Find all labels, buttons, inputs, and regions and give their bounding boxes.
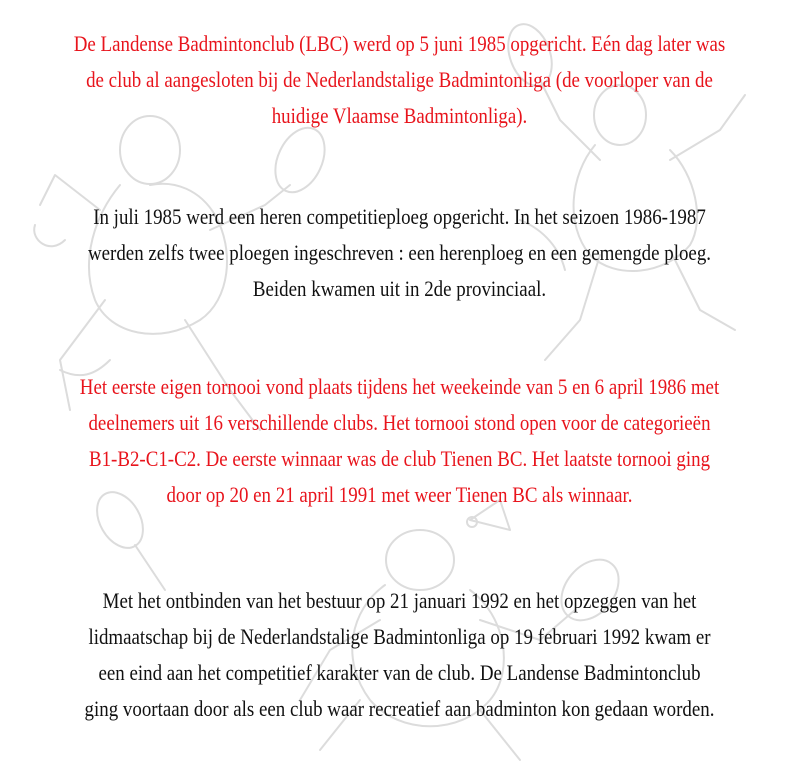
text-line: lidmaatschap bij de Nederlandstalige Badmintonliga op 19 februari 1992 kwam er: [88, 624, 711, 649]
paragraph-tournament: [73, 369, 726, 513]
text-line: In juli 1985 werd een heren competitieploeg opgericht. In het seizoen 1986-1987: [93, 204, 706, 229]
text-line: door op 20 en 21 april 1991 met weer Tienen BC als winnaar.: [166, 482, 633, 507]
paragraph-competition: [73, 199, 726, 307]
text-line: Met het ontbinden van het bestuur op 21 januari 1992 en het opzeggen van het: [102, 588, 697, 613]
text-line: deelnemers uit 16 verschillende clubs. Het tornooi stond open voor de categorieën: [88, 410, 711, 435]
text-line: huidige Vlaamse Badmintonliga).: [271, 103, 528, 128]
text-line: Beiden kwamen uit in 2de provinciaal.: [252, 276, 547, 301]
text-line: Het eerste eigen tornooi vond plaats tijdens het weekeinde van 5 en 6 april 1986 met: [79, 374, 720, 399]
text-line: B1-B2-C1-C2. De eerste winnaar was de club Tienen BC. Het laatste tornooi ging: [88, 446, 711, 471]
text-line: ging voortaan door als een club waar recreatief aan badminton kon gedaan worden.: [84, 696, 715, 721]
text-line: de club al aangesloten bij de Nederlandstalige Badmintonliga (de voorloper van de: [86, 67, 713, 92]
text-line: De Landense Badmintonclub (LBC) werd op 5 juni 1985 opgericht. Eén dag later was: [73, 31, 726, 56]
text-line: werden zelfs twee ploegen ingeschreven : een herenploeg en een gemengde ploeg.: [87, 240, 712, 265]
text-line: een eind aan het competitief karakter van de club. De Landense Badmintonclub: [98, 660, 701, 685]
paragraph-founding: [73, 26, 726, 134]
paragraph-dissolution: [73, 583, 726, 727]
